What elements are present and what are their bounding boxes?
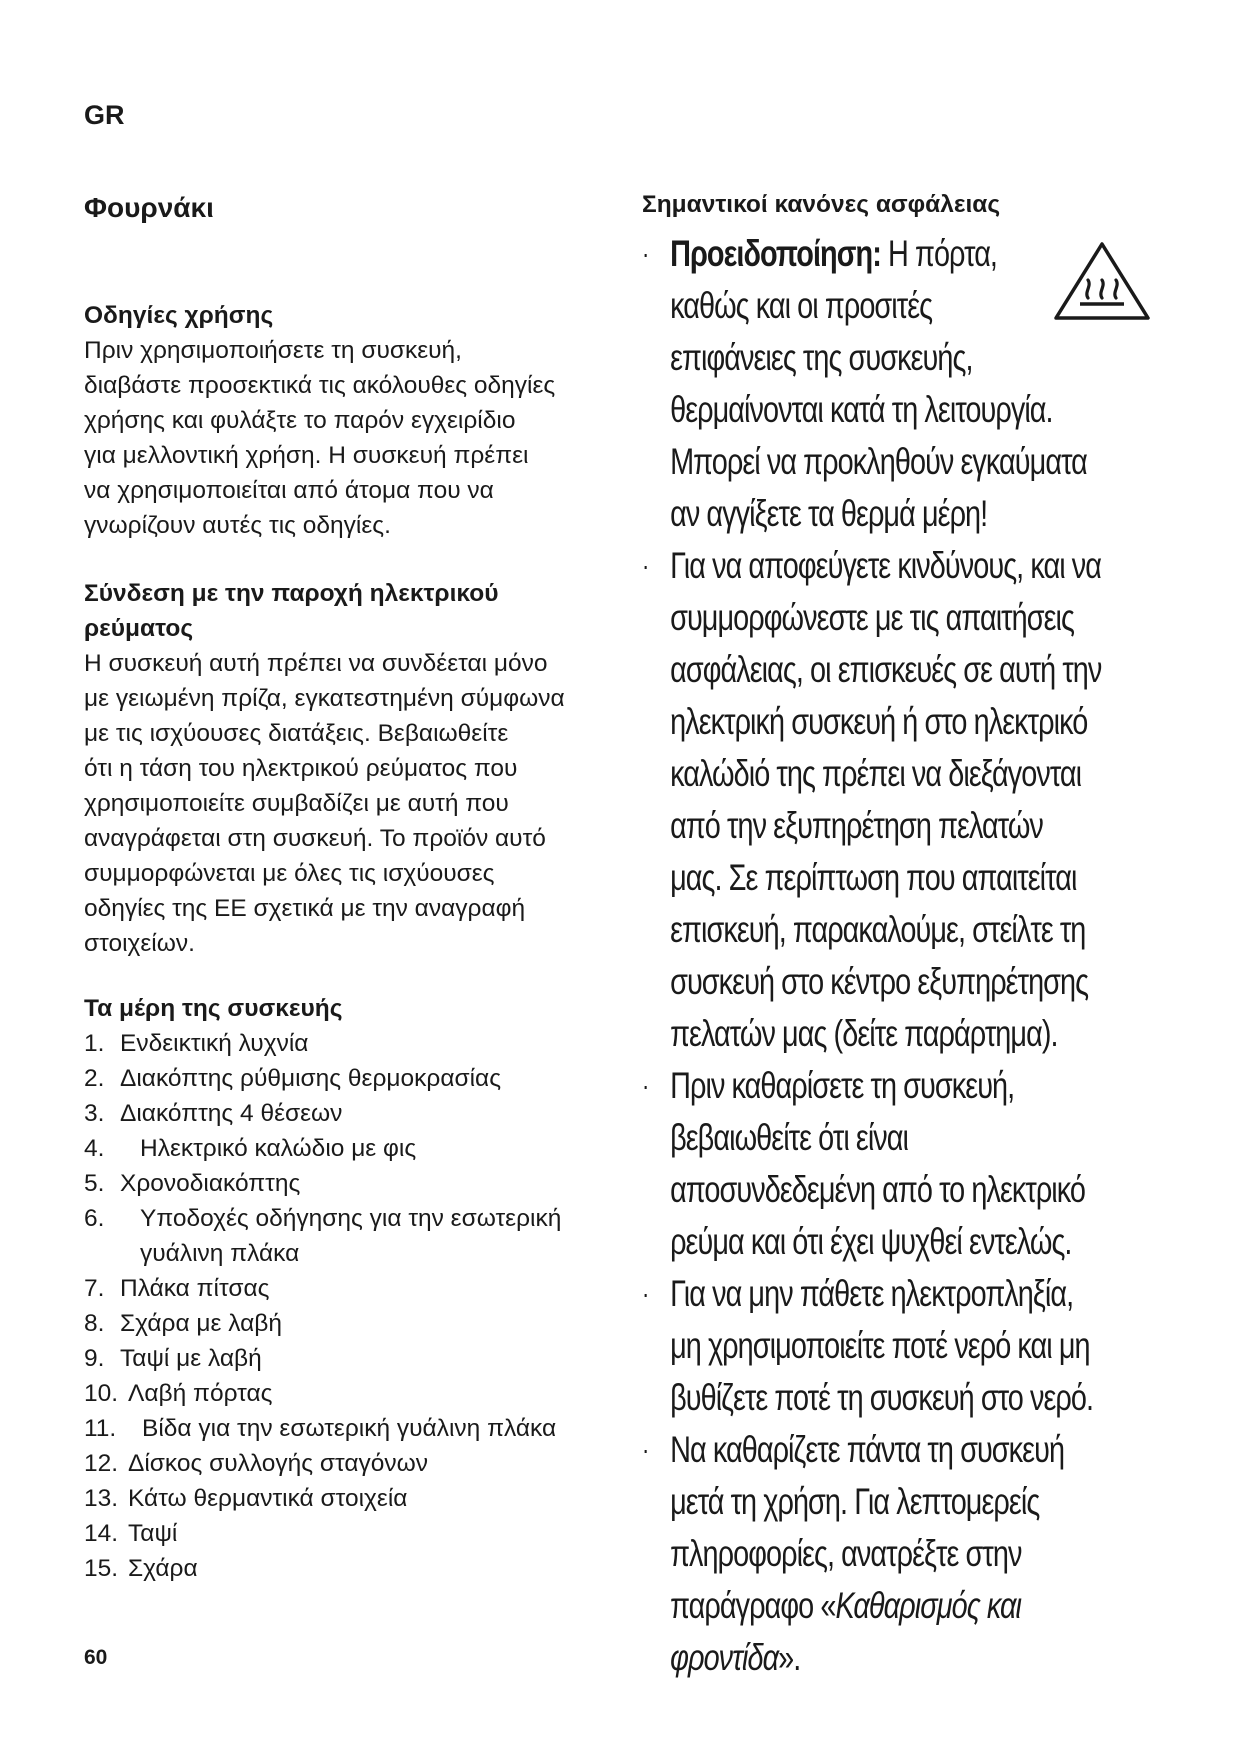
rule-line: καλώδιό της πρέπει να διεξάγονται: [670, 753, 1082, 794]
item-label: [140, 1201, 561, 1271]
power-line: χρησιμοποιείτε συμβαδίζει με αυτή που: [84, 790, 509, 817]
rule-line: ασφάλειας, οι επισκευές σε αυτή την: [670, 649, 1102, 690]
power-line: αναγράφεται στη συσκευή. Το προϊόν αυτό: [84, 825, 546, 852]
item-number: 1.: [84, 1030, 105, 1057]
item-number: 4.: [84, 1135, 105, 1162]
rule-line: πελατών μας (δείτε παράρτημα).: [670, 1013, 1058, 1054]
parts-section: [84, 991, 604, 1586]
bullet-icon: ·: [642, 238, 649, 269]
rule-line: Πριν καθαρίσετε τη συσκευή,: [670, 1065, 1015, 1106]
bullet-icon: ·: [642, 1070, 649, 1101]
rule-line: αν αγγίξετε τα θερμά μέρη!: [670, 493, 988, 534]
safety-rule: [642, 1060, 1190, 1268]
list-item: [84, 1096, 604, 1131]
item-label: Σχάρα: [128, 1555, 198, 1582]
item-number: 11.: [84, 1415, 117, 1442]
list-item: [84, 1201, 604, 1271]
hot-surface-warning-icon: [1052, 240, 1152, 322]
safety-rule: [642, 1268, 1190, 1424]
parts-list: [84, 1026, 604, 1586]
page-number: 60: [84, 1646, 108, 1669]
rule-text: Η πόρτα,: [880, 233, 998, 274]
right-column: [642, 188, 1162, 1684]
usage-line: Πριν χρησιμοποιήσετε τη συσκευή,: [84, 337, 462, 364]
power-heading-line: Σύνδεση με την παροχή ηλεκτρικού: [84, 580, 499, 607]
item-label: Χρονοδιακόπτης: [120, 1170, 301, 1197]
list-item: [84, 1411, 604, 1446]
item-number: 8.: [84, 1310, 105, 1337]
rule-line: αποσυνδεδεμένη από το ηλεκτρικό: [670, 1169, 1086, 1210]
rule-line: θερμαίνονται κατά τη λειτουργία.: [670, 389, 1053, 430]
safety-rule: [642, 1424, 1190, 1684]
rule-line: ρεύμα και ότι έχει ψυχθεί εντελώς.: [670, 1221, 1072, 1262]
power-heading: [84, 576, 604, 646]
item-label: Σχάρα με λαβή: [120, 1310, 283, 1337]
rule-line: επισκευή, παρακαλούμε, στείλτε τη: [670, 909, 1086, 950]
rule-line: επιφάνειες της συσκευής,: [670, 337, 973, 378]
rule-line: από την εξυπηρέτηση πελατών: [670, 805, 1043, 846]
usage-line: χρήσης και φυλάξτε το παρόν εγχειρίδιο: [84, 407, 516, 434]
bullet-icon: ·: [642, 1434, 649, 1465]
power-line: ότι η τάση του ηλεκτρικού ρεύματος που: [84, 755, 518, 782]
rule-line: μας. Σε περίπτωση που απαιτείται: [670, 857, 1077, 898]
rule-line: μη χρησιμοποιείτε ποτέ νερό και μη: [670, 1325, 1090, 1366]
item-label: Ταψί με λαβή: [120, 1345, 262, 1372]
warning-label: Προειδοποίηση:: [670, 233, 881, 274]
power-line: συμμορφώνεται με όλες τις ισχύουσες: [84, 860, 495, 887]
rule-text: παράγραφο «: [670, 1585, 836, 1626]
item-number: 9.: [84, 1345, 105, 1372]
section-reference: φροντίδα: [670, 1637, 779, 1678]
power-heading-line: ρεύματος: [84, 615, 194, 642]
item-label: Διακόπτης 4 θέσεων: [120, 1100, 343, 1127]
power-line: με γειωμένη πρίζα, εγκατεστημένη σύμφωνα: [84, 685, 565, 712]
power-section: [84, 576, 604, 961]
list-item: [84, 1061, 604, 1096]
rule-line: μετά τη χρήση. Για λεπτομερείς: [670, 1481, 1040, 1522]
bullet-icon: ·: [642, 1278, 649, 1309]
parts-heading: Τα μέρη της συσκευής: [84, 995, 343, 1022]
rule-line: ηλεκτρική συσκευή ή στο ηλεκτρικό: [670, 701, 1088, 742]
bullet-icon: ·: [642, 550, 649, 581]
item-label: Λαβή πόρτας: [128, 1380, 273, 1407]
item-number: 2.: [84, 1065, 105, 1092]
item-number: 14.: [84, 1520, 119, 1547]
list-item: [84, 1341, 604, 1376]
item-label: Κάτω θερμαντικά στοιχεία: [128, 1485, 408, 1512]
item-number: 15.: [84, 1555, 119, 1582]
item-number: 13.: [84, 1485, 119, 1512]
rule-line: Για να αποφεύγετε κινδύνους, και να: [670, 545, 1102, 586]
rule-text: ».: [778, 1637, 801, 1678]
rule-line: [670, 1632, 1190, 1684]
item-label: Δίσκος συλλογής σταγόνων: [128, 1450, 429, 1477]
list-item: [84, 1271, 604, 1306]
section-reference: Καθαρισμός και: [835, 1585, 1022, 1626]
usage-line: να χρησιμοποιείται από άτομα που να: [84, 477, 494, 504]
rule-line: συμμορφώνεστε με τις απαιτήσεις: [670, 597, 1075, 638]
usage-line: γνωρίζουν αυτές τις οδηγίες.: [84, 512, 391, 539]
power-line: οδηγίες της ΕΕ σχετικά με την αναγραφή: [84, 895, 526, 922]
item-number: 12.: [84, 1450, 119, 1477]
left-column: [84, 298, 604, 1586]
power-line: στοιχείων.: [84, 930, 195, 957]
list-item: [84, 1481, 604, 1516]
item-number: 5.: [84, 1170, 105, 1197]
list-item: [84, 1131, 604, 1166]
item-label: Βίδα για την εσωτερική γυάλινη πλάκα: [142, 1415, 557, 1442]
item-number: 6.: [84, 1205, 105, 1232]
safety-rules-list: [642, 228, 1162, 1684]
list-item: [84, 1516, 604, 1551]
rule-line: βεβαιωθείτε ότι είναι: [670, 1117, 909, 1158]
list-item: [84, 1376, 604, 1411]
list-item: [84, 1446, 604, 1481]
usage-line: για μελλοντική χρήση. Η συσκευή πρέπει: [84, 442, 529, 469]
language-code: GR: [84, 100, 125, 130]
list-item: [84, 1306, 604, 1341]
power-line: με τις ισχύουσες διατάξεις. Βεβαιωθείτε: [84, 720, 509, 747]
item-number: 3.: [84, 1100, 105, 1127]
rule-line: βυθίζετε ποτέ τη συσκευή στο νερό.: [670, 1377, 1094, 1418]
list-item: [84, 1026, 604, 1061]
item-label: Διακόπτης ρύθμισης θερμοκρασίας: [120, 1065, 502, 1092]
rule-line: καθώς και οι προσιτές: [670, 285, 933, 326]
item-number: 7.: [84, 1275, 105, 1302]
item-label: Ταψί: [128, 1520, 178, 1547]
item-label-line: Υποδοχές οδήγησης για την εσωτερική: [140, 1205, 562, 1232]
safety-heading: Σημαντικοί κανόνες ασφάλειας: [642, 191, 1001, 218]
item-label: Ενδεικτική λυχνία: [120, 1030, 309, 1057]
rule-line: πληροφορίες, ανατρέξτε στην: [670, 1533, 1022, 1574]
list-item: [84, 1551, 604, 1586]
page-title: Φουρνάκι: [84, 192, 214, 223]
rule-line: Να καθαρίζετε πάντα τη συσκευή: [670, 1429, 1065, 1470]
safety-rule: [642, 540, 1190, 1060]
power-line: Η συσκευή αυτή πρέπει να συνδέεται μόνο: [84, 650, 548, 677]
item-label: Ηλεκτρικό καλώδιο με φις: [140, 1135, 417, 1162]
rule-line: [670, 1580, 1190, 1632]
rule-line: Για να μην πάθετε ηλεκτροπληξία,: [670, 1273, 1074, 1314]
item-label: Πλάκα πίτσας: [120, 1275, 270, 1302]
usage-heading: Οδηγίες χρήσης: [84, 302, 274, 329]
item-number: 10.: [84, 1380, 119, 1407]
rule-line: Μπορεί να προκληθούν εγκαύματα: [670, 441, 1087, 482]
usage-line: διαβάστε προσεκτικά τις ακόλουθες οδηγίες: [84, 372, 556, 399]
item-label-line: γυάλινη πλάκα: [140, 1240, 300, 1267]
list-item: [84, 1166, 604, 1201]
usage-section: [84, 298, 604, 543]
rule-line: συσκευή στο κέντρο εξυπηρέτησης: [670, 961, 1089, 1002]
